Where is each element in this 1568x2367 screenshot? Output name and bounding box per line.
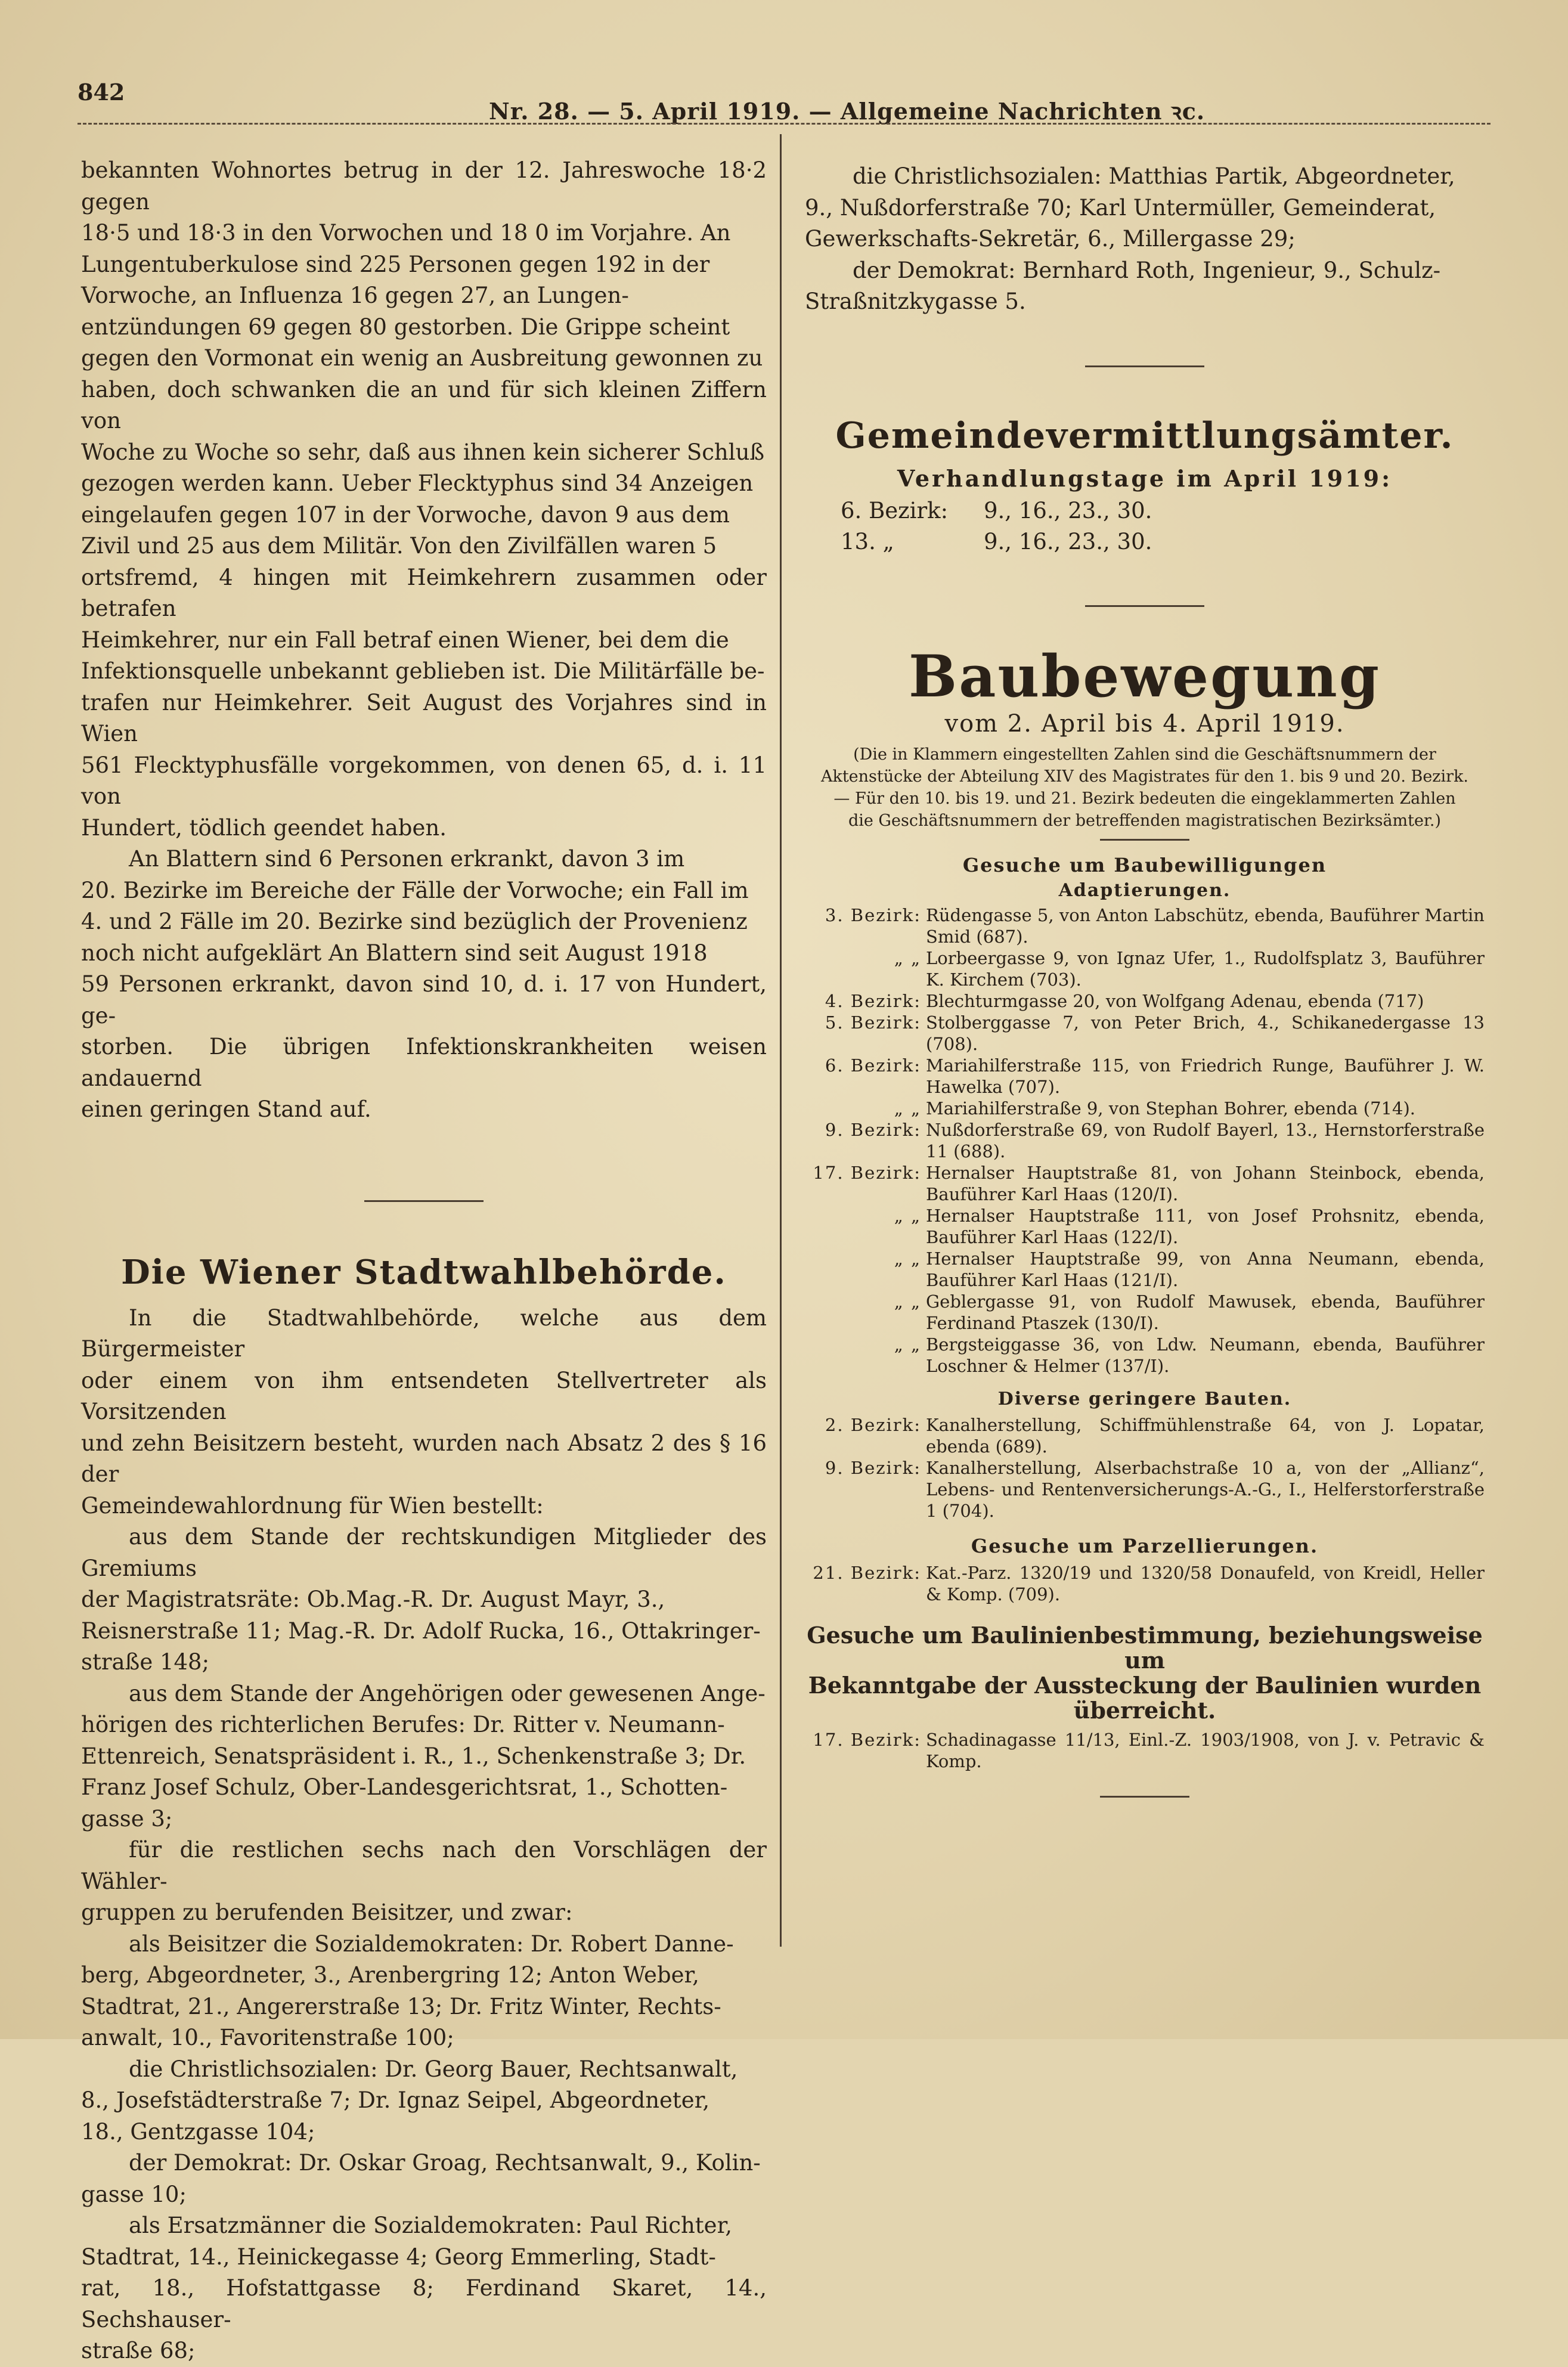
text-line: bekannten Wohnortes betrug in der 12. Jahreswoche 18·2 gegen <box>81 157 767 215</box>
column-divider <box>780 134 782 1947</box>
list-item <box>805 1562 1485 1605</box>
stadtwahl-continuation <box>805 161 1485 318</box>
entry-text: Mariahilferstraße 9, von Stephan Bohrer, ebenda (714). <box>926 1098 1415 1119</box>
list-item <box>805 990 1485 1012</box>
parzellierungen-heading: Gesuche um Parzellierungen. <box>971 1534 1319 1557</box>
entry-text: Nußdorferstraße 69, von Rudolf Bayerl, 13., Hernstorferstraße 11 (688). <box>926 1119 1485 1161</box>
list-item <box>805 904 1485 947</box>
geringere-bauten-heading: Diverse geringere Bauten. <box>997 1388 1292 1409</box>
verhandlungstage-line: Verhandlungstage im April 1919: <box>897 464 1393 492</box>
district-label: „ „ <box>894 947 921 968</box>
district-label: 17. Bezirk: <box>813 1729 921 1750</box>
dates-row <box>805 526 1485 557</box>
text-line: der Magistratsräte: Ob.Mag.-R. Dr. August Mayr, 3., <box>81 1587 665 1612</box>
text-line: gezogen werden kann. Ueber Flecktyphus sind 34 Anzeigen <box>81 470 754 496</box>
district-label: 6. Bezirk: <box>841 497 949 523</box>
text-line: 561 Flecktyphusfälle vorgekommen, von denen 65, d. i. 11 von <box>81 752 767 809</box>
entry-text: Blechturmgasse 20, von Wolfgang Adenau, ebenda (717) <box>926 990 1424 1011</box>
text-line: der Demokrat: Bernhard Roth, Ingenieur, 9., Schulz- <box>853 257 1441 283</box>
text-line: der Demokrat: Dr. Oskar Groag, Rechtsanwalt, 9., Kolin- <box>129 2150 761 2176</box>
baubewilligungen-heading: Gesuche um Baubewilligungen <box>962 853 1327 876</box>
entry-text: Mariahilferstraße 115, von Friedrich Runge, Bauführer J. W. Hawelka (707). <box>926 1055 1485 1097</box>
district-label: 13. „ <box>841 528 894 554</box>
text-line: Reisnerstraße 11; Mag.-R. Dr. Adolf Rucka, 16., Ottakringer- <box>81 1618 761 1644</box>
note-line: die Geschäftsnummern der betreffenden magistratischen Bezirksämter.) <box>848 811 1442 830</box>
text-line: Vorwoche, an Influenza 16 gegen 27, an Lungen- <box>81 283 629 308</box>
text-line: Gemeindewahlordnung für Wien bestellt: <box>81 1492 544 1519</box>
smallpox-paragraph <box>81 844 767 1126</box>
baulinien-heading-line: Bekanntgabe der Aussteckung der Baulinien wurden <box>808 1671 1482 1699</box>
text-line: und zehn Beisitzern besteht, wurden nach Absatz 2 des § 16 der <box>81 1430 767 1487</box>
entry-text: Lorbeergasse 9, von Ignaz Ufer, 1., Rudolfsplatz 3, Bauführer K. Kirchem (703). <box>926 947 1485 990</box>
text-line: 4. und 2 Fälle im 20. Bezirke sind bezüglich der Provenienz <box>81 909 748 934</box>
page-number: 842 <box>78 79 125 106</box>
text-line: anwalt, 10., Favoritenstraße 100; <box>81 2025 454 2050</box>
baulinien-heading-line: überreicht. <box>1073 1696 1216 1724</box>
text-line: 8., Josefstädterstraße 7; Dr. Ignaz Seipel, Abgeordneter, <box>81 2087 710 2113</box>
list-item <box>805 1291 1485 1334</box>
list-item <box>805 1334 1485 1377</box>
text-line: storben. Die übrigen Infektionskrankheiten weisen andauernd <box>81 1034 767 1091</box>
text-line: als Ersatzmänner die Sozialdemokraten: Paul Richter, <box>129 2213 732 2238</box>
list-item <box>805 1119 1485 1162</box>
note-line: Aktenstücke der Abteilung XIV des Magistrates für den 1. bis 9 und 20. Bezirk. <box>820 767 1469 786</box>
text-line: entzündungen 69 gegen 80 gestorben. Die Grippe scheint <box>81 314 730 340</box>
text-line: 18., Gentzgasse 104; <box>81 2118 315 2145</box>
district-label: 17. Bezirk: <box>813 1162 921 1183</box>
district-label: „ „ <box>894 1205 921 1226</box>
text-line: einen geringen Stand auf. <box>81 1096 371 1122</box>
text-line: Lungentuberkulose sind 225 Personen gegen 192 in der <box>81 251 710 277</box>
text-line: haben, doch schwanken die an und für sich kleinen Ziffern von <box>81 376 767 433</box>
text-line: Straßnitzkygasse 5. <box>805 289 1026 314</box>
text-line: aus dem Stande der rechtskundigen Mitglieder des Gremiums <box>81 1524 767 1581</box>
right-column <box>805 161 1485 1798</box>
district-label: 9. Bezirk: <box>825 1119 921 1140</box>
district-label: „ „ <box>894 1334 921 1355</box>
text-line: straße 68; <box>81 2338 196 2363</box>
entry-text: Geblergasse 91, von Rudolf Mawusek, ebenda, Bauführer Ferdinand Ptaszek (130/I). <box>926 1291 1485 1333</box>
baubewegung-dates: vom 2. April bis 4. April 1919. <box>944 710 1345 738</box>
district-label: 3. Bezirk: <box>825 904 921 925</box>
text-line: rat, 18., Hofstattgasse 8; Ferdinand Skaret, 14., Sechshauser- <box>81 2275 767 2332</box>
baubewegung-heading: Baubewegung <box>909 642 1381 710</box>
list-item <box>805 1729 1485 1772</box>
text-line: Ettenreich, Senatspräsident i. R., 1., Schenkenstraße 3; Dr. <box>81 1743 746 1769</box>
geringere-bauten-list <box>805 1414 1485 1522</box>
district-label: 9. Bezirk: <box>825 1457 921 1478</box>
list-item <box>805 1248 1485 1291</box>
text-line: Stadtrat, 14., Heinickegasse 4; Georg Emmerling, Stadt- <box>81 2244 716 2270</box>
note-line: — Für den 10. bis 19. und 21. Bezirk bedeuten die eingeklammerten Zahlen <box>833 789 1456 808</box>
entry-text: Kanalherstellung, Schiffmühlenstraße 64, von J. Lopatar, ebenda (689). <box>926 1414 1485 1457</box>
note-line: (Die in Klammern eingestellten Zahlen sind die Geschäftsnummern der <box>853 745 1436 764</box>
text-line: aus dem Stande der Angehörigen oder gewesenen Ange- <box>129 1680 766 1706</box>
gemeindevermittlung-heading: Gemeindevermittlungsämter. <box>835 414 1454 457</box>
text-line: Franz Josef Schulz, Ober-Landesgerichtsrat, 1., Schotten- <box>81 1774 728 1800</box>
list-item <box>805 1055 1485 1098</box>
entry-text: Hernalser Hauptstraße 81, von Johann Steinbock, ebenda, Bauführer Karl Haas (120/I). <box>926 1162 1485 1204</box>
health-report-paragraph <box>81 155 767 844</box>
adaptierungen-heading: Adaptierungen. <box>1058 879 1231 901</box>
dates-value: 9., 16., 23., 30. <box>984 497 1152 523</box>
list-item <box>805 1162 1485 1205</box>
header-rule <box>78 123 1490 125</box>
text-line: oder einem von ihm entsendeten Stellvertreter als Vorsitzenden <box>81 1367 767 1424</box>
list-item <box>805 1414 1485 1457</box>
text-line: noch nicht aufgeklärt An Blattern sind seit August 1918 <box>81 940 708 966</box>
text-line: 59 Personen erkrankt, davon sind 10, d. i. 17 von Hundert, ge- <box>81 971 767 1028</box>
parzellierungen-list <box>805 1562 1485 1605</box>
text-line: hörigen des richterlichen Berufes: Dr. Ritter v. Neumann- <box>81 1712 725 1737</box>
baulinien-list <box>805 1729 1485 1772</box>
district-label: 4. Bezirk: <box>825 990 921 1011</box>
text-line: An Blattern sind 6 Personen erkrankt, davon 3 im <box>129 846 685 872</box>
dates-value: 9., 16., 23., 30. <box>984 528 1152 554</box>
text-line: ortsfremd, 4 hingen mit Heimkehrern zusammen oder betrafen <box>81 564 767 621</box>
baubewilligungen-list <box>805 904 1485 1377</box>
entry-text: Stolberggasse 7, von Peter Brich, 4., Schikanedergasse 13 (708). <box>926 1012 1485 1054</box>
text-line: eingelaufen gegen 107 in der Vorwoche, davon 9 aus dem <box>81 501 730 528</box>
text-line: gasse 10; <box>81 2181 187 2207</box>
text-line: trafen nur Heimkehrer. Seit August des Vorjahres sind in Wien <box>81 689 767 746</box>
baulinien-heading-line: Gesuche um Baulinienbestimmung, beziehungsweise um <box>807 1621 1483 1674</box>
list-item <box>805 1012 1485 1055</box>
text-line: gasse 3; <box>81 1805 173 1832</box>
district-label: „ „ <box>894 1098 921 1119</box>
text-line: die Christlichsozialen: Matthias Partik, Abgeordneter, <box>853 163 1455 189</box>
dates-row <box>805 495 1485 526</box>
district-label: „ „ <box>894 1291 921 1312</box>
text-line: straße 148; <box>81 1649 210 1675</box>
text-line: Stadtrat, 21., Angererstraße 13; Dr. Fritz Winter, Rechts- <box>81 1993 721 2019</box>
entry-text: Hernalser Hauptstraße 99, von Anna Neumann, ebenda, Bauführer Karl Haas (121/I). <box>926 1248 1485 1290</box>
text-line: gruppen zu berufenden Beisitzer, und zwar: <box>81 1900 573 1925</box>
entry-text: Bergsteiggasse 36, von Ldw. Neumann, ebenda, Bauführer Loschner & Helmer (137/I). <box>926 1334 1485 1376</box>
text-line: 18·5 und 18·3 in den Vorwochen und 18 0 im Vorjahre. An <box>81 220 731 246</box>
list-item <box>805 947 1485 990</box>
district-label: 21. Bezirk: <box>813 1562 921 1583</box>
entry-text: Schadinagasse 11/13, Einl.-Z. 1903/1908, von J. v. Petravic & Komp. <box>926 1729 1485 1771</box>
text-line: In die Stadtwahlbehörde, welche aus dem Bürgermeister <box>81 1305 767 1362</box>
section-rule <box>1100 1796 1189 1798</box>
text-line: 9., Nußdorferstraße 70; Karl Untermüller, Gemeinderat, <box>805 194 1436 221</box>
list-item <box>805 1205 1485 1248</box>
text-line: als Beisitzer die Sozialdemokraten: Dr. Robert Danne- <box>129 1931 734 1957</box>
text-line: 20. Bezirke im Bereiche der Fälle der Vorwoche; ein Fall im <box>81 877 749 903</box>
text-line: gegen den Vormonat ein wenig an Ausbreitung gewonnen zu <box>81 345 763 371</box>
entry-text: Kanalherstellung, Alserbachstraße 10 a, von der „Allianz“, Lebens- und Rentenversicherungs-A.-G., I., Helferstorferstraße 1 (704). <box>926 1457 1485 1521</box>
entry-text: Rüdengasse 5, von Anton Labschütz, ebenda, Bauführer Martin Smid (687). <box>926 904 1485 947</box>
running-header: Nr. 28. — 5. April 1919. — Allgemeine Nachrichten ꝛc. <box>489 98 1206 125</box>
text-line: die Christlichsozialen: Dr. Georg Bauer, Rechtsanwalt, <box>129 2056 738 2082</box>
text-line: Heimkehrer, nur ein Fall betraf einen Wiener, bei dem die <box>81 627 729 653</box>
text-line: Gewerkschafts-Sekretär, 6., Millergasse 29; <box>805 226 1296 252</box>
list-item <box>805 1098 1485 1119</box>
entry-text: Hernalser Hauptstraße 111, von Josef Prohsnitz, ebenda, Bauführer Karl Haas (122/I). <box>926 1205 1485 1247</box>
stadtwahl-heading: Die Wiener Stadtwahlbehörde. <box>121 1252 727 1292</box>
text-line: Infektionsquelle unbekannt geblieben ist. Die Militärfälle be- <box>81 658 765 684</box>
left-column <box>81 155 767 2367</box>
text-line: Woche zu Woche so sehr, daß aus ihnen kein sicherer Schluß <box>81 439 765 465</box>
stadtwahl-body <box>81 1303 767 2367</box>
text-line: für die restlichen sechs nach den Vorschlägen der Wähler- <box>81 1837 767 1894</box>
district-label: 2. Bezirk: <box>825 1414 921 1435</box>
district-label: 5. Bezirk: <box>825 1012 921 1033</box>
text-line: Hundert, tödlich geendet haben. <box>81 814 447 841</box>
district-label: „ „ <box>894 1248 921 1269</box>
district-label: 6. Bezirk: <box>825 1055 921 1076</box>
text-line: Zivil und 25 aus dem Militär. Von den Zivilfällen waren 5 <box>81 533 717 559</box>
list-item <box>805 1457 1485 1522</box>
text-line: berg, Abgeordneter, 3., Arenbergring 12; Anton Weber, <box>81 1962 699 1988</box>
entry-text: Kat.-Parz. 1320/19 und 1320/58 Donaufeld, von Kreidl, Heller & Komp. (709). <box>926 1562 1485 1604</box>
